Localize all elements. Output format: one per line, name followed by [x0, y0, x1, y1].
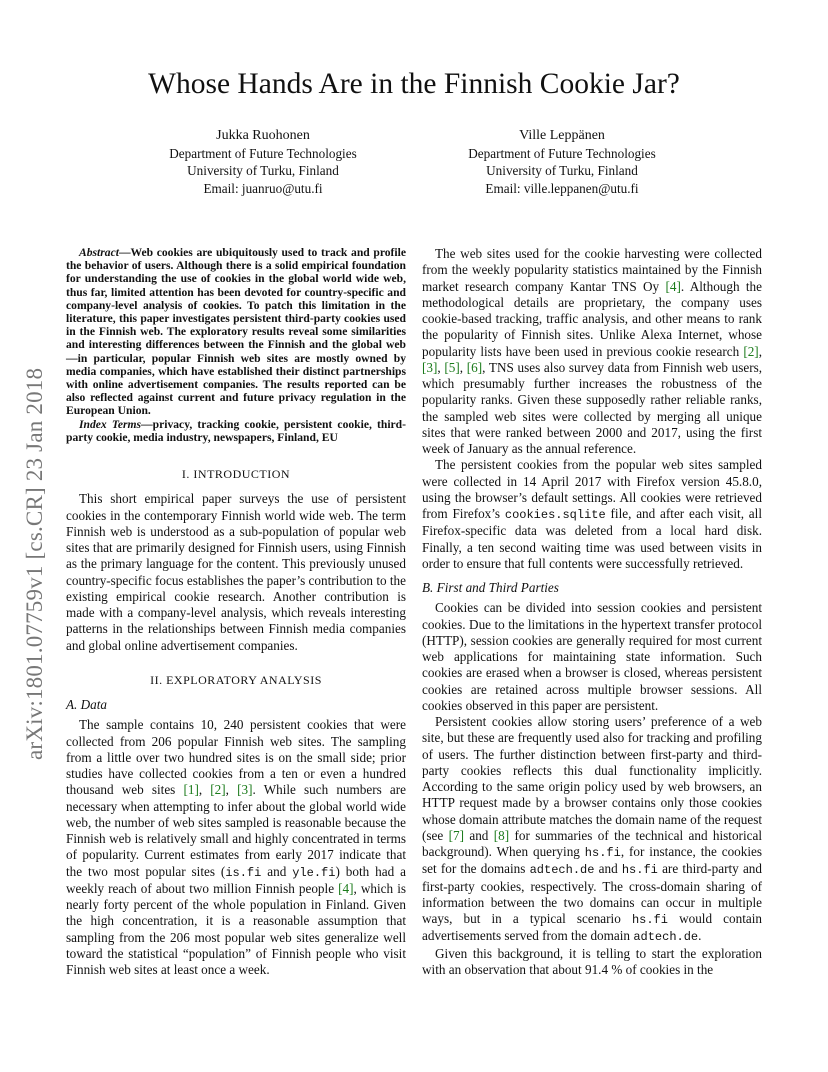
author-block-1 — [113, 127, 413, 197]
text: , — [225, 782, 238, 798]
paragraph: Given this background, it is telling to start the exploration with an observation that about 91.4 % of cookies in the — [422, 945, 762, 977]
code-domain: is.fi — [225, 865, 262, 880]
text: , — [198, 782, 211, 798]
citation-link[interactable]: [3] — [422, 359, 438, 375]
paragraph: Cookies can be divided into session cookies and persistent cookies. Due to the limitations in the hypertext transfer protocol (HTTP), session cookies are generally required for most current web applications for maintaining state information. Such cookies are erased when a browser is closed, whereas persistent cookies are retained across multiple browser sessions. All cookies observed in this paper are persistent. — [422, 600, 762, 713]
paragraph — [422, 457, 762, 572]
code-domain: adtech.de — [529, 863, 595, 878]
citation-link[interactable]: [8] — [493, 827, 510, 843]
code-domain: yle.fi — [292, 865, 336, 880]
text: would contain advertisements served from the domain — [422, 911, 762, 944]
author-univ: University of Turku, Finland — [187, 163, 339, 178]
section-heading: II. EXPLORATORY ANALYSIS — [150, 672, 322, 687]
text: for summaries of the technical and historical background). When querying — [422, 827, 762, 859]
text: , — [758, 343, 762, 359]
author-univ: University of Turku, Finland — [486, 163, 638, 178]
text: , — [437, 359, 445, 375]
citation-link[interactable]: [6] — [466, 359, 483, 375]
author-email: Email: ville.leppanen@utu.fi — [485, 180, 639, 196]
text: and — [594, 861, 622, 877]
text: , — [459, 359, 467, 375]
author-email: Email: juanruo@utu.fi — [203, 180, 323, 196]
text: ) both had a weekly reach of about two million Finnish people — [66, 863, 406, 896]
code-filename: cookies.sqlite — [504, 508, 606, 522]
citation-link[interactable]: [1] — [183, 782, 199, 798]
author-block-2 — [412, 127, 712, 197]
author-name: Ville Leppänen — [519, 128, 605, 143]
left-column — [66, 246, 406, 978]
text: . — [698, 928, 702, 944]
citation-link[interactable]: [2] — [743, 343, 759, 359]
text: The sample contains 10, 240 persistent cookies that were collected from 206 popular Finnish web sites. The sampling from a little over two hundred sites is on the small side; prior studies have collected cookies from a ten or even a hundred thousand web sites — [66, 717, 406, 798]
subsection-heading: A. Data — [66, 697, 108, 713]
author-name: Jukka Ruohonen — [216, 128, 310, 143]
arxiv-stamp: arXiv:1801.07759v1 [cs.CR] 23 Jan 2018 — [22, 367, 47, 760]
index-terms-label: Index Terms — [79, 417, 142, 431]
citation-link[interactable]: [4] — [665, 278, 681, 294]
subsection-heading: B. First and Third Parties — [422, 580, 559, 595]
citation-link[interactable]: [5] — [444, 359, 460, 375]
code-domain: hs.fi — [631, 913, 668, 927]
code-domain: hs.fi — [584, 846, 621, 860]
text: and — [261, 863, 293, 879]
abstract-label: Abstract — [79, 246, 119, 259]
text: , which is nearly forty percent of the whole population in Finland. Given the high concentration, it is a reasonable assumption that sampling from the 206 most popular web sites generalize well toward the statistical “population” of Finnish people who visit Finnish web sites at least once a week. — [66, 880, 406, 978]
index-terms-text: —privacy, tracking cookie, persistent cookie, third-party cookie, media industry, newspapers, Finland, EU — [66, 417, 406, 444]
text: Persistent cookies allow storing users’ preference of a web site, but these are frequently used also for tracking and profiling of users. The further distinction between first-party and third-party cookies reflects this dual functionality implicitly. According to the same origin policy used by web browsers, an HTTP request made by a browser contains only those cookies whose domain attribute matches the domain name of the request (see — [422, 714, 762, 843]
paper-title: Whose Hands Are in the Finnish Cookie Jar? — [148, 68, 680, 100]
text: . While such numbers are necessary when attempting to infer about the global world wide web, the number of web sites sampled is reasonable because the Finnish web is relatively small and highly concentrated in terms of popularity. Current estimates from early 2017 indicate that the two most popular sites ( — [66, 782, 407, 879]
index-terms — [66, 418, 406, 444]
citation-link[interactable]: [4] — [338, 880, 354, 896]
section-heading: I. INTRODUCTION — [181, 467, 291, 482]
text: The persistent cookies from the popular web sites sampled were collected in 14 April 2017 with Firefox version 45.8.0, using the browser’s default settings. All cookies were retrieved from Firefox’s — [422, 457, 762, 521]
text: . Although the methodological details are proprietary, the company uses cookie-based tracking, traffic analysis, and other means to rank the popularity of Finnish sites. Unlike Alexa Internet, whose popularity lists have been used in previous cookie research — [422, 278, 762, 359]
author-dept: Department of Future Technologies — [468, 145, 656, 161]
code-domain: hs.fi — [621, 863, 658, 878]
author-dept: Department of Future Technologies — [169, 145, 357, 161]
text: file, and after each visit, all Firefox-specific data was deleted from a local hard disk. Finally, a ten second waiting time was used between visits in order to ensure that full contents were successfully retrieved. — [422, 506, 762, 571]
paragraph: This short empirical paper surveys the use of persistent cookies in the contemporary Finnish world wide web. The term Finnish web is understood as a sub-population of popular web sites that are primarily designed for Finnish users, using Finnish as the primary language for the content. This previously unused country-specific focus establishes the paper’s contribution to the existing empirical cookie research. Another contribution is made with a company-level analysis, which reveals interesting patterns in the relationships between Finnish media companies and global online advertisement companies. — [66, 491, 406, 653]
citation-link[interactable]: [2] — [210, 782, 226, 798]
code-domain: adtech.de — [633, 930, 699, 945]
abstract-text: —Web cookies are ubiquitously used to track and profile the behavior of users. Although there is a solid empirical foundation for understanding the use of cookies in the global world wide web, thus far, limited attention has been devoted for country-specific and company-level analysis of cookies. To patch this limitation in the literature, this paper investigates persistent third-party cookies used in the Finnish web. The exploratory results reveal some similarities and interesting differences between the Finnish and the global web—in particular, popular Finnish web sites are mostly owned by media companies, which have established their distinct partnerships with online advertisement companies. The results reported can be also reflected against current and future privacy regulation in the European Union. — [66, 246, 406, 418]
paragraph — [66, 717, 406, 978]
paragraph — [422, 246, 762, 457]
abstract — [66, 246, 406, 418]
text: The web sites used for the cookie harvesting were collected from the weekly popularity statistics maintained by the Finnish market research company Kantar TNS Oy — [422, 246, 762, 294]
paragraph — [422, 714, 762, 946]
right-column — [422, 246, 762, 978]
text: are third-party and first-party cookies, respectively. The cross-domain sharing of information between the two domains can occur in multiple ways, but in a typical scenario — [422, 861, 762, 926]
citation-link[interactable]: [7] — [448, 827, 464, 843]
text: and — [463, 827, 494, 843]
text: , TNS uses also survey data from Finnish web users, which presumably further increases the robustness of the popularity ranks. Given these supposedly rather reliable ranks, the sampled web sites were collected by merging all unique sites that were ranked between 2000 and 2017, using the first week of January as the annual reference. — [422, 359, 763, 456]
text: , for instance, the cookies set for the domains — [422, 844, 763, 877]
citation-link[interactable]: [3] — [237, 782, 253, 798]
